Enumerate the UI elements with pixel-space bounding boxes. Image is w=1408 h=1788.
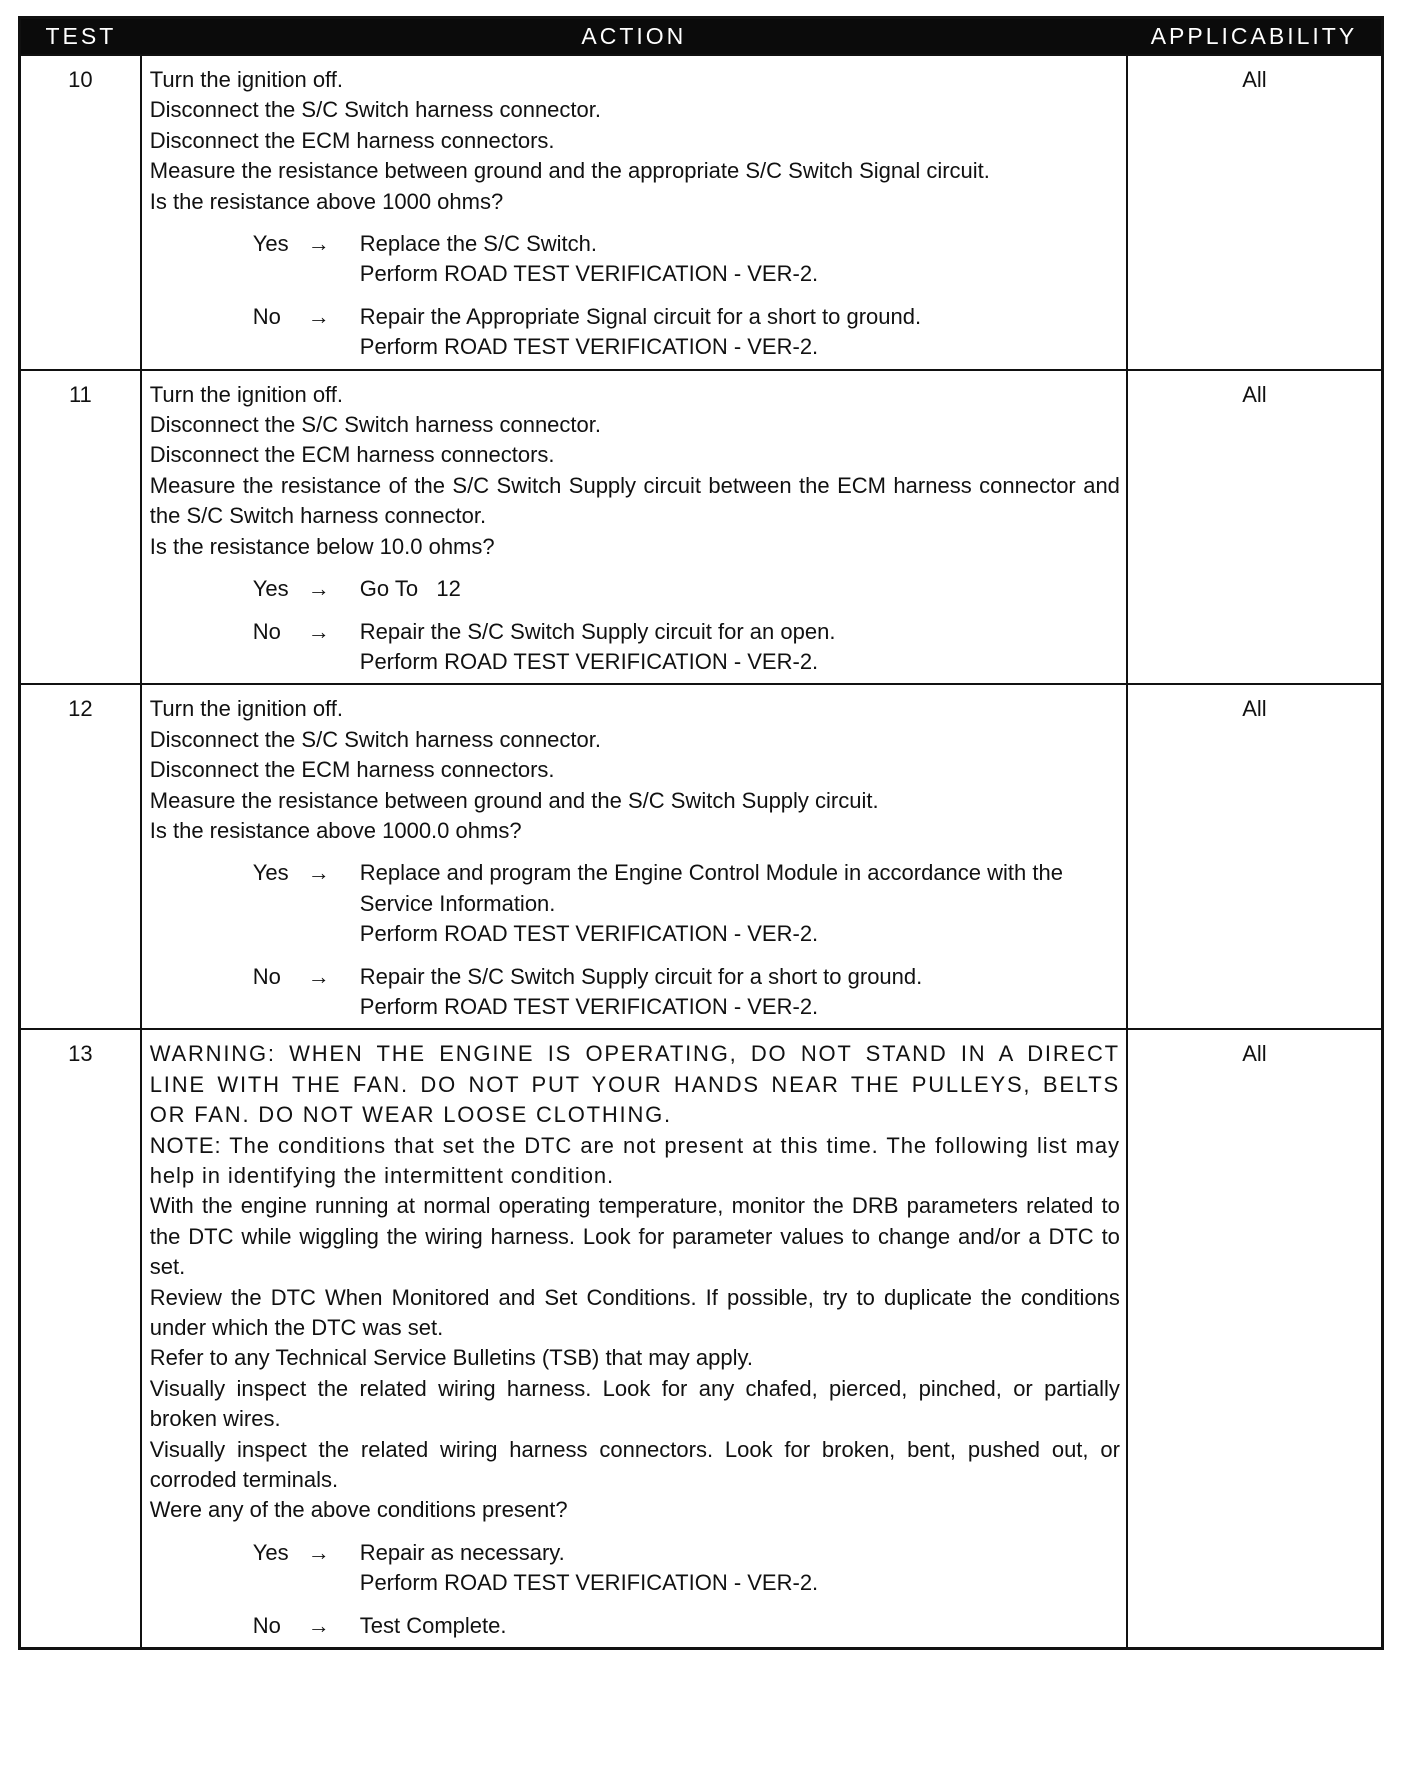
diagnostic-test-table <box>18 16 1384 1650</box>
yes-answer <box>253 858 1120 949</box>
applicability-value: All <box>1127 370 1383 685</box>
test-number: 12 <box>20 684 141 1029</box>
no-label: No <box>252 1612 281 1638</box>
test-action <box>141 1029 1127 1648</box>
action-question: Is the resistance above 1000.0 ohms? <box>149 817 522 843</box>
action-step: Disconnect the ECM harness connectors. <box>149 127 555 153</box>
test-row-13 <box>20 1029 1383 1648</box>
action-step: Disconnect the S/C Switch harness connector. <box>149 726 601 752</box>
header-applicability: APPLICABILITY <box>1127 18 1383 56</box>
yes-result: Replace the S/C Switch. Perform ROAD TEST VERIFICATION - VER-2. <box>359 231 819 287</box>
action-step: Turn the ignition off. <box>149 67 343 92</box>
answer-block <box>150 1538 1120 1641</box>
test-number: 11 <box>20 370 141 685</box>
action-step: Refer to any Technical Service Bulletins (TSB) that may apply. <box>149 1345 753 1371</box>
note-text: NOTE: The conditions that set the DTC are not present at this time. The following list may help in identifying the intermittent condition. <box>149 1132 1120 1188</box>
no-result: Repair the Appropriate Signal circuit for a short to ground. Perform ROAD TEST VERIFICATION - VER-2. <box>359 303 922 360</box>
warning-text: WARNING: WHEN THE ENGINE IS OPERATING, DO NOT STAND IN A DIRECT LINE WITH THE FAN. DO NOT PUT YOUR HANDS NEAR THE PULLEYS, BELTS OR FAN. DO NOT WEAR LOOSE CLOTHING. <box>149 1041 1120 1128</box>
no-answer <box>253 962 1120 1023</box>
action-step: Disconnect the S/C Switch harness connector. <box>149 97 601 123</box>
test-action <box>141 55 1127 370</box>
yes-result: Go To 12 <box>359 576 461 602</box>
answer-block <box>150 229 1120 363</box>
right-arrow-icon: → <box>307 576 330 602</box>
test-row-12 <box>20 684 1383 1029</box>
yes-answer <box>253 229 1120 290</box>
action-step: Disconnect the ECM harness connectors. <box>149 757 555 783</box>
right-arrow-icon: → <box>307 618 330 644</box>
yes-answer <box>253 1538 1120 1599</box>
yes-result: Replace and program the Engine Control Module in accordance with the Service Information. Perform ROAD TEST VERIFICATION - VER-2. <box>359 860 1063 947</box>
no-label: No <box>252 303 281 329</box>
test-number: 10 <box>20 55 141 370</box>
no-answer <box>253 617 1120 678</box>
action-step: Visually inspect the related wiring harness connectors. Look for broken, bent, pushed out, or corroded terminals. <box>149 1436 1120 1493</box>
answer-block <box>150 858 1120 1022</box>
right-arrow-icon: → <box>307 303 330 329</box>
yes-label: Yes <box>252 860 289 886</box>
action-step: Disconnect the S/C Switch harness connector. <box>149 412 601 438</box>
test-action <box>141 684 1127 1029</box>
header-action: ACTION <box>141 18 1127 56</box>
diagnostic-procedure-page <box>18 16 1384 1650</box>
no-result: Repair the S/C Switch Supply circuit for an open. Perform ROAD TEST VERIFICATION - VER-2. <box>359 618 836 674</box>
right-arrow-icon: → <box>307 860 330 886</box>
yes-label: Yes <box>252 1539 289 1565</box>
yes-label: Yes <box>252 576 289 602</box>
no-label: No <box>252 963 281 989</box>
right-arrow-icon: → <box>307 1612 330 1638</box>
test-row-11 <box>20 370 1383 685</box>
action-question: Is the resistance above 1000 ohms? <box>149 188 504 214</box>
test-row-10 <box>20 55 1383 370</box>
action-step: Review the DTC When Monitored and Set Conditions. If possible, try to duplicate the conditions under which the DTC was set. <box>149 1284 1120 1341</box>
test-number: 13 <box>20 1029 141 1648</box>
no-result: Repair the S/C Switch Supply circuit for a short to ground. Perform ROAD TEST VERIFICATION - VER-2. <box>359 963 923 1019</box>
action-step: Turn the ignition off. <box>149 381 343 407</box>
right-arrow-icon: → <box>307 1539 330 1565</box>
action-step: Turn the ignition off. <box>149 696 343 722</box>
yes-answer <box>253 574 1120 604</box>
no-result: Test Complete. <box>359 1612 507 1638</box>
action-step: Measure the resistance of the S/C Switch Supply circuit between the ECM harness connector and the S/C Switch harness connector. <box>149 472 1120 529</box>
applicability-value: All <box>1127 1029 1383 1648</box>
action-step: With the engine running at normal operating temperature, monitor the DRB parameters related to the DTC while wiggling the wiring harness. Look for parameter values to change and/or a DTC to set. <box>149 1193 1120 1280</box>
answer-block <box>150 574 1120 677</box>
test-action <box>141 370 1127 685</box>
applicability-value: All <box>1127 55 1383 370</box>
table-header <box>20 18 1383 56</box>
yes-result: Repair as necessary. Perform ROAD TEST VERIFICATION - VER-2. <box>359 1539 819 1596</box>
action-step: Disconnect the ECM harness connectors. <box>149 442 555 468</box>
header-test: TEST <box>20 18 141 56</box>
right-arrow-icon: → <box>307 231 330 257</box>
action-step: Visually inspect the related wiring harness. Look for any chafed, pierced, pinched, or partially broken wires. <box>149 1375 1120 1432</box>
action-question: Is the resistance below 10.0 ohms? <box>149 533 495 559</box>
yes-label: Yes <box>252 231 289 257</box>
right-arrow-icon: → <box>307 963 330 989</box>
action-step: Measure the resistance between ground and the appropriate S/C Switch Signal circuit. <box>149 158 990 184</box>
no-answer <box>253 1611 1120 1641</box>
no-label: No <box>252 618 281 644</box>
applicability-value: All <box>1127 684 1383 1029</box>
no-answer <box>253 302 1120 363</box>
action-step: Measure the resistance between ground and the S/C Switch Supply circuit. <box>149 787 879 813</box>
action-question: Were any of the above conditions present? <box>149 1497 568 1523</box>
